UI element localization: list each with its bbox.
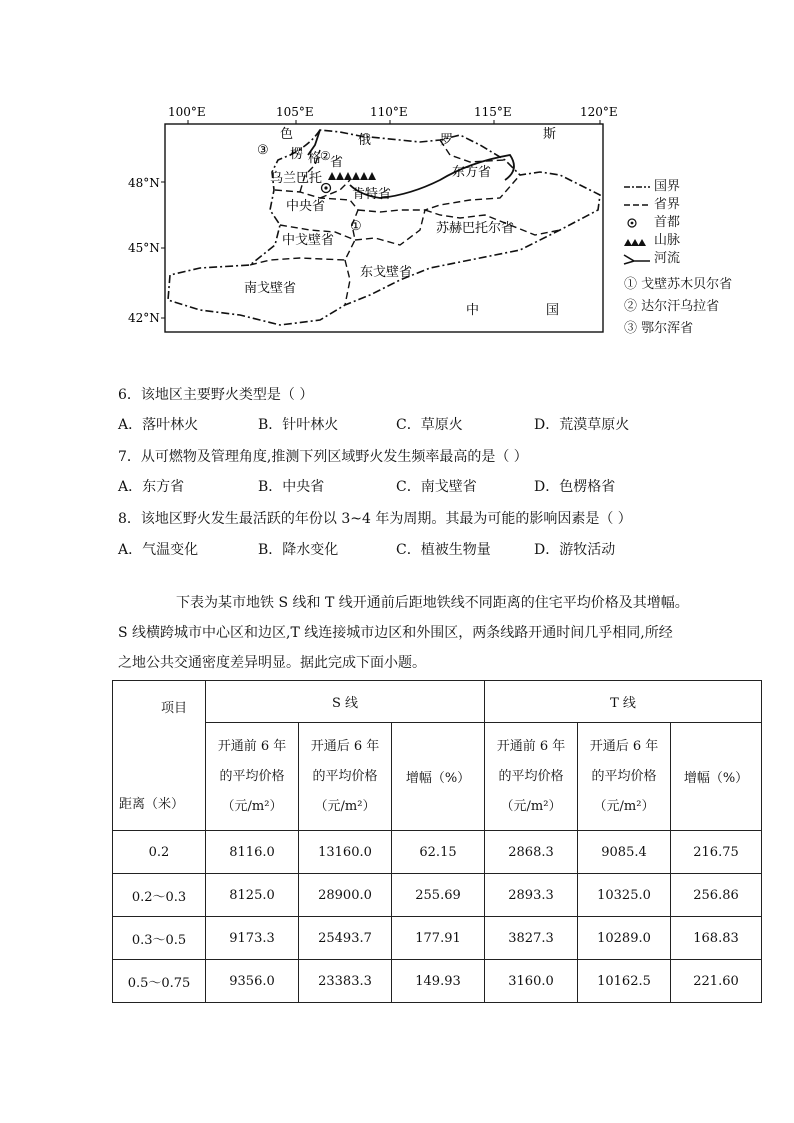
country-border-symbol	[624, 182, 650, 192]
header-text: 的平均价格	[498, 768, 564, 784]
label-russia-4: 斯	[543, 127, 557, 142]
header-s-before	[206, 723, 299, 831]
label-kente: 肯特省	[352, 187, 392, 202]
option-6b: B．针叶林火	[258, 417, 339, 433]
header-text: 开通前 6 年	[217, 738, 287, 754]
legend-note-2: ② 达尔汗乌拉省	[624, 299, 720, 314]
legend-label: 山脉	[654, 233, 681, 248]
header-t-after	[578, 723, 671, 831]
option-6c: C．草原火	[396, 417, 463, 433]
option-8d: D．游牧活动	[534, 542, 616, 558]
label-circle-1: ①	[350, 219, 362, 234]
legend-note-3: ③ 鄂尔浑省	[624, 321, 694, 336]
map-frame	[165, 124, 603, 332]
legend-note-1: ① 戈壁苏木贝尔省	[624, 277, 733, 292]
lon-label-105: 105°E	[276, 105, 314, 119]
cell: 8125.0	[206, 874, 299, 917]
option-8c: C．植被生物量	[396, 542, 491, 558]
lat-label-48: 48°N	[128, 176, 160, 190]
legend-row-mountain	[624, 232, 784, 250]
mountain-symbols	[328, 172, 376, 180]
lat-label-42: 42°N	[128, 311, 160, 325]
cell: 168.83	[671, 917, 762, 960]
lon-label-120: 120°E	[580, 105, 618, 119]
river-icon	[624, 253, 650, 265]
option-6a: A．落叶林火	[118, 417, 199, 433]
map-legend	[624, 178, 784, 340]
cell: 177.91	[392, 917, 485, 960]
cell: 3827.3	[485, 917, 578, 960]
price-table	[112, 680, 762, 1003]
label-dongfang: 东方省	[452, 165, 492, 180]
header-s-after	[299, 723, 392, 831]
cell: 2868.3	[485, 831, 578, 874]
table-row	[113, 917, 762, 960]
header-text: （元/m²）	[593, 798, 655, 814]
option-8b: B．降水变化	[258, 542, 339, 558]
legend-row-country	[624, 178, 784, 196]
header-s-growth: 增幅（%）	[392, 723, 485, 831]
lon-label-110: 110°E	[370, 105, 408, 119]
header-text: 的平均价格	[312, 768, 378, 784]
table-row	[113, 831, 762, 874]
mongolia-map	[128, 100, 620, 336]
label-russia-2: 俄	[358, 133, 372, 148]
label-nange: 南戈壁省	[244, 281, 297, 296]
table-corner	[113, 681, 206, 831]
legend-row-river	[624, 250, 784, 268]
cell: 9356.0	[206, 960, 299, 1003]
cell: 8116.0	[206, 831, 299, 874]
passage-line-3: 之地公共交通密度差异明显。据此完成下面小题。	[118, 655, 426, 671]
label-selenge-3: 省	[330, 155, 344, 170]
cell: 25493.7	[299, 917, 392, 960]
cell: 0.2～0.3	[113, 874, 206, 917]
cell: 9173.3	[206, 917, 299, 960]
header-s-line: S 线	[206, 681, 485, 723]
label-suhe: 苏赫巴托尔省	[436, 221, 515, 236]
capital-icon	[624, 217, 650, 229]
label-dongge: 东戈壁省	[360, 265, 413, 280]
header-text: 开通前 6 年	[496, 738, 566, 754]
cell: 10289.0	[578, 917, 671, 960]
cell: 216.75	[671, 831, 762, 874]
cell: 62.15	[392, 831, 485, 874]
label-circle-3: ③	[257, 143, 269, 158]
option-7b: B．中央省	[258, 479, 325, 495]
label-circle-2: ②	[320, 149, 331, 163]
cell: 149.93	[392, 960, 485, 1003]
legend-label: 省界	[654, 197, 681, 212]
legend-row-province	[624, 196, 784, 214]
mountain-icon	[624, 235, 650, 247]
passage-line-2: S 线横跨城市中心区和边区,T 线连接城市边区和外围区，两条线路开通时间几乎相同,所经	[118, 625, 673, 641]
table-row	[113, 874, 762, 917]
cell: 2893.3	[485, 874, 578, 917]
lat-label-45: 45°N	[128, 241, 160, 255]
country-border-line	[168, 130, 600, 325]
cell: 255.69	[392, 874, 485, 917]
option-6d: D．荒漠草原火	[534, 417, 630, 433]
cell: 23383.3	[299, 960, 392, 1003]
label-russia-3: 罗	[440, 133, 454, 148]
legend-label: 河流	[654, 251, 681, 266]
label-selenge-2: 格	[308, 151, 322, 166]
corner-bottom: 距离（米）	[119, 797, 185, 812]
header-text: 的平均价格	[219, 768, 285, 784]
label-china-1: 中	[466, 303, 480, 318]
option-8a: A．气温变化	[118, 542, 199, 558]
legend-row-capital	[624, 214, 784, 232]
label-china-2: 国	[546, 303, 560, 318]
cell: 0.2	[113, 831, 206, 874]
cell: 10325.0	[578, 874, 671, 917]
header-text: （元/m²）	[221, 798, 283, 814]
cell: 28900.0	[299, 874, 392, 917]
question-7: 7．从可燃物及管理角度,推测下列区域野火发生频率最高的是（ ）	[118, 449, 528, 465]
cell: 10162.5	[578, 960, 671, 1003]
lon-label-100: 100°E	[168, 105, 206, 119]
header-text: （元/m²）	[500, 798, 562, 814]
lon-label-115: 115°E	[474, 105, 512, 119]
label-ulaanbaatar: 乌兰巴托	[270, 171, 323, 186]
header-t-line: T 线	[485, 681, 762, 723]
header-text: 开通后 6 年	[310, 738, 380, 754]
option-7d: D．色楞格省	[534, 479, 616, 495]
option-7a: A．东方省	[118, 479, 185, 495]
legend-label: 国界	[654, 179, 681, 194]
header-t-before	[485, 723, 578, 831]
cell: 9085.4	[578, 831, 671, 874]
cell: 256.86	[671, 874, 762, 917]
cell: 0.3～0.5	[113, 917, 206, 960]
header-text: 的平均价格	[591, 768, 657, 784]
option-7c: C．南戈壁省	[396, 479, 477, 495]
province-border-symbol	[624, 200, 650, 210]
corner-top: 项目	[161, 701, 188, 716]
legend-label: 首都	[654, 215, 681, 230]
label-selenge-1: 楞	[290, 147, 304, 162]
cell: 0.5～0.75	[113, 960, 206, 1003]
label-russia-1: 色	[280, 127, 294, 142]
question-6: 6．该地区主要野火类型是（ ）	[118, 387, 314, 403]
cell: 221.60	[671, 960, 762, 1003]
header-text: 开通后 6 年	[589, 738, 659, 754]
passage-line-1: 下表为某市地铁 S 线和 T 线开通前后距地铁线不同距离的住宅平均价格及其增幅。	[176, 595, 689, 611]
table-row	[113, 960, 762, 1003]
capital-dot	[324, 186, 327, 189]
cell: 13160.0	[299, 831, 392, 874]
label-zhongyang: 中央省	[286, 199, 326, 214]
header-t-growth: 增幅（%）	[671, 723, 762, 831]
label-zhonggebi: 中戈壁省	[282, 233, 335, 248]
header-text: （元/m²）	[314, 798, 376, 814]
cell: 3160.0	[485, 960, 578, 1003]
question-8: 8．该地区野火发生最活跃的年份以 3~4 年为周期。其最为可能的影响因素是（ ）	[118, 511, 632, 527]
